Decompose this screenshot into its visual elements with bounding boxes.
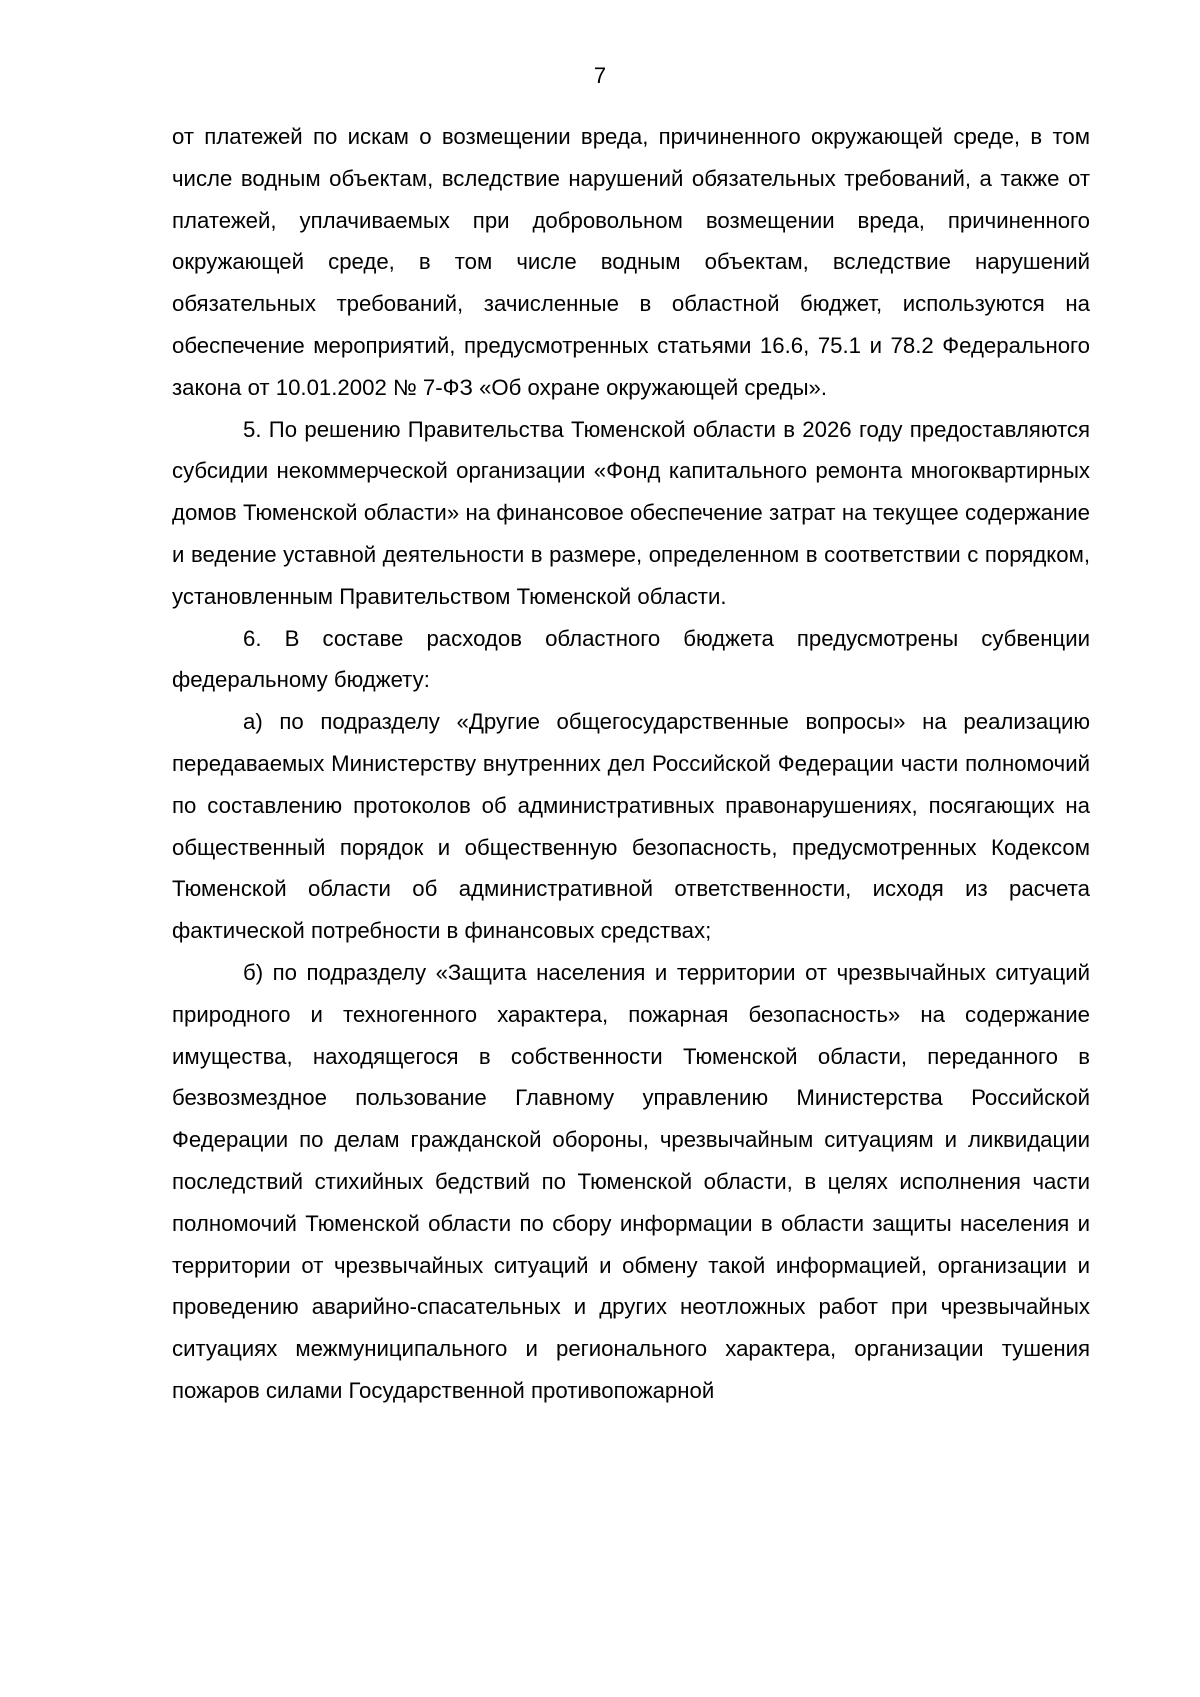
paragraph-continuation: от платежей по искам о возмещении вреда, причиненного окружающей среде, в том числе водным объектам, вследствие нарушений обязательных требований, а также от платежей, уплачиваемых при добровольном возмещении вреда, причиненного окружающей среде, в том числе водным объектам, вследствие нарушений обязательных требований, зачисленные в областной бюджет, используются на обеспечение мероприятий, предусмотренных статьями 16.6, 75.1 и 78.2 Федерального закона от 10.01.2002 № 7-ФЗ «Об охране окружающей среды». [172,124,1090,400]
page-number: 7 [593,63,607,88]
paragraph-subitem-b: б) по подразделу «Защита населения и территории от чрезвычайных ситуаций природного и техногенного характера, пожарная безопасность» на содержание имущества, находящегося в собственности Тюменской области, переданного в безвозмездное пользование Главному управлению Министерства Российской Федерации по делам гражданской обороны, чрезвычайным ситуациям и ликвидации последствий стихийных бедствий по Тюменской области, в целях исполнения части полномочий Тюменской области по сбору информации в области защиты населения и территории от чрезвычайных ситуаций и обмену такой информацией, организации и проведению аварийно-спасательных и других неотложных работ при чрезвычайных ситуациях межмуниципального и регионального характера, организации тушения пожаров силами Государственной противопожарной [172,959,1090,1403]
paragraph-item-6: 6. В составе расходов областного бюджета предусмотрены субвенции федеральному бюджету: [172,625,1090,693]
paragraph-subitem-a: а) по подразделу «Другие общегосударственные вопросы» на реализацию передаваемых Министерству внутренних дел Российской Федерации части полномочий по составлению протоколов об административных правонарушениях, посягающих на общественный порядок и общественную безопасность, предусмотренных Кодексом Тюменской области об административной ответственности, исходя из расчета фактической потребности в финансовых средствах; [172,709,1090,944]
paragraph-item-5: 5. По решению Правительства Тюменской области в 2026 году предоставляются субсидии некоммерческой организации «Фонд капитального ремонта многоквартирных домов Тюменской области» на финансовое обеспечение затрат на текущее содержание и ведение уставной деятельности в размере, определенном в соответствии с порядком, установленным Правительством Тюменской области. [172,416,1090,609]
document-body [172,116,1090,1412]
